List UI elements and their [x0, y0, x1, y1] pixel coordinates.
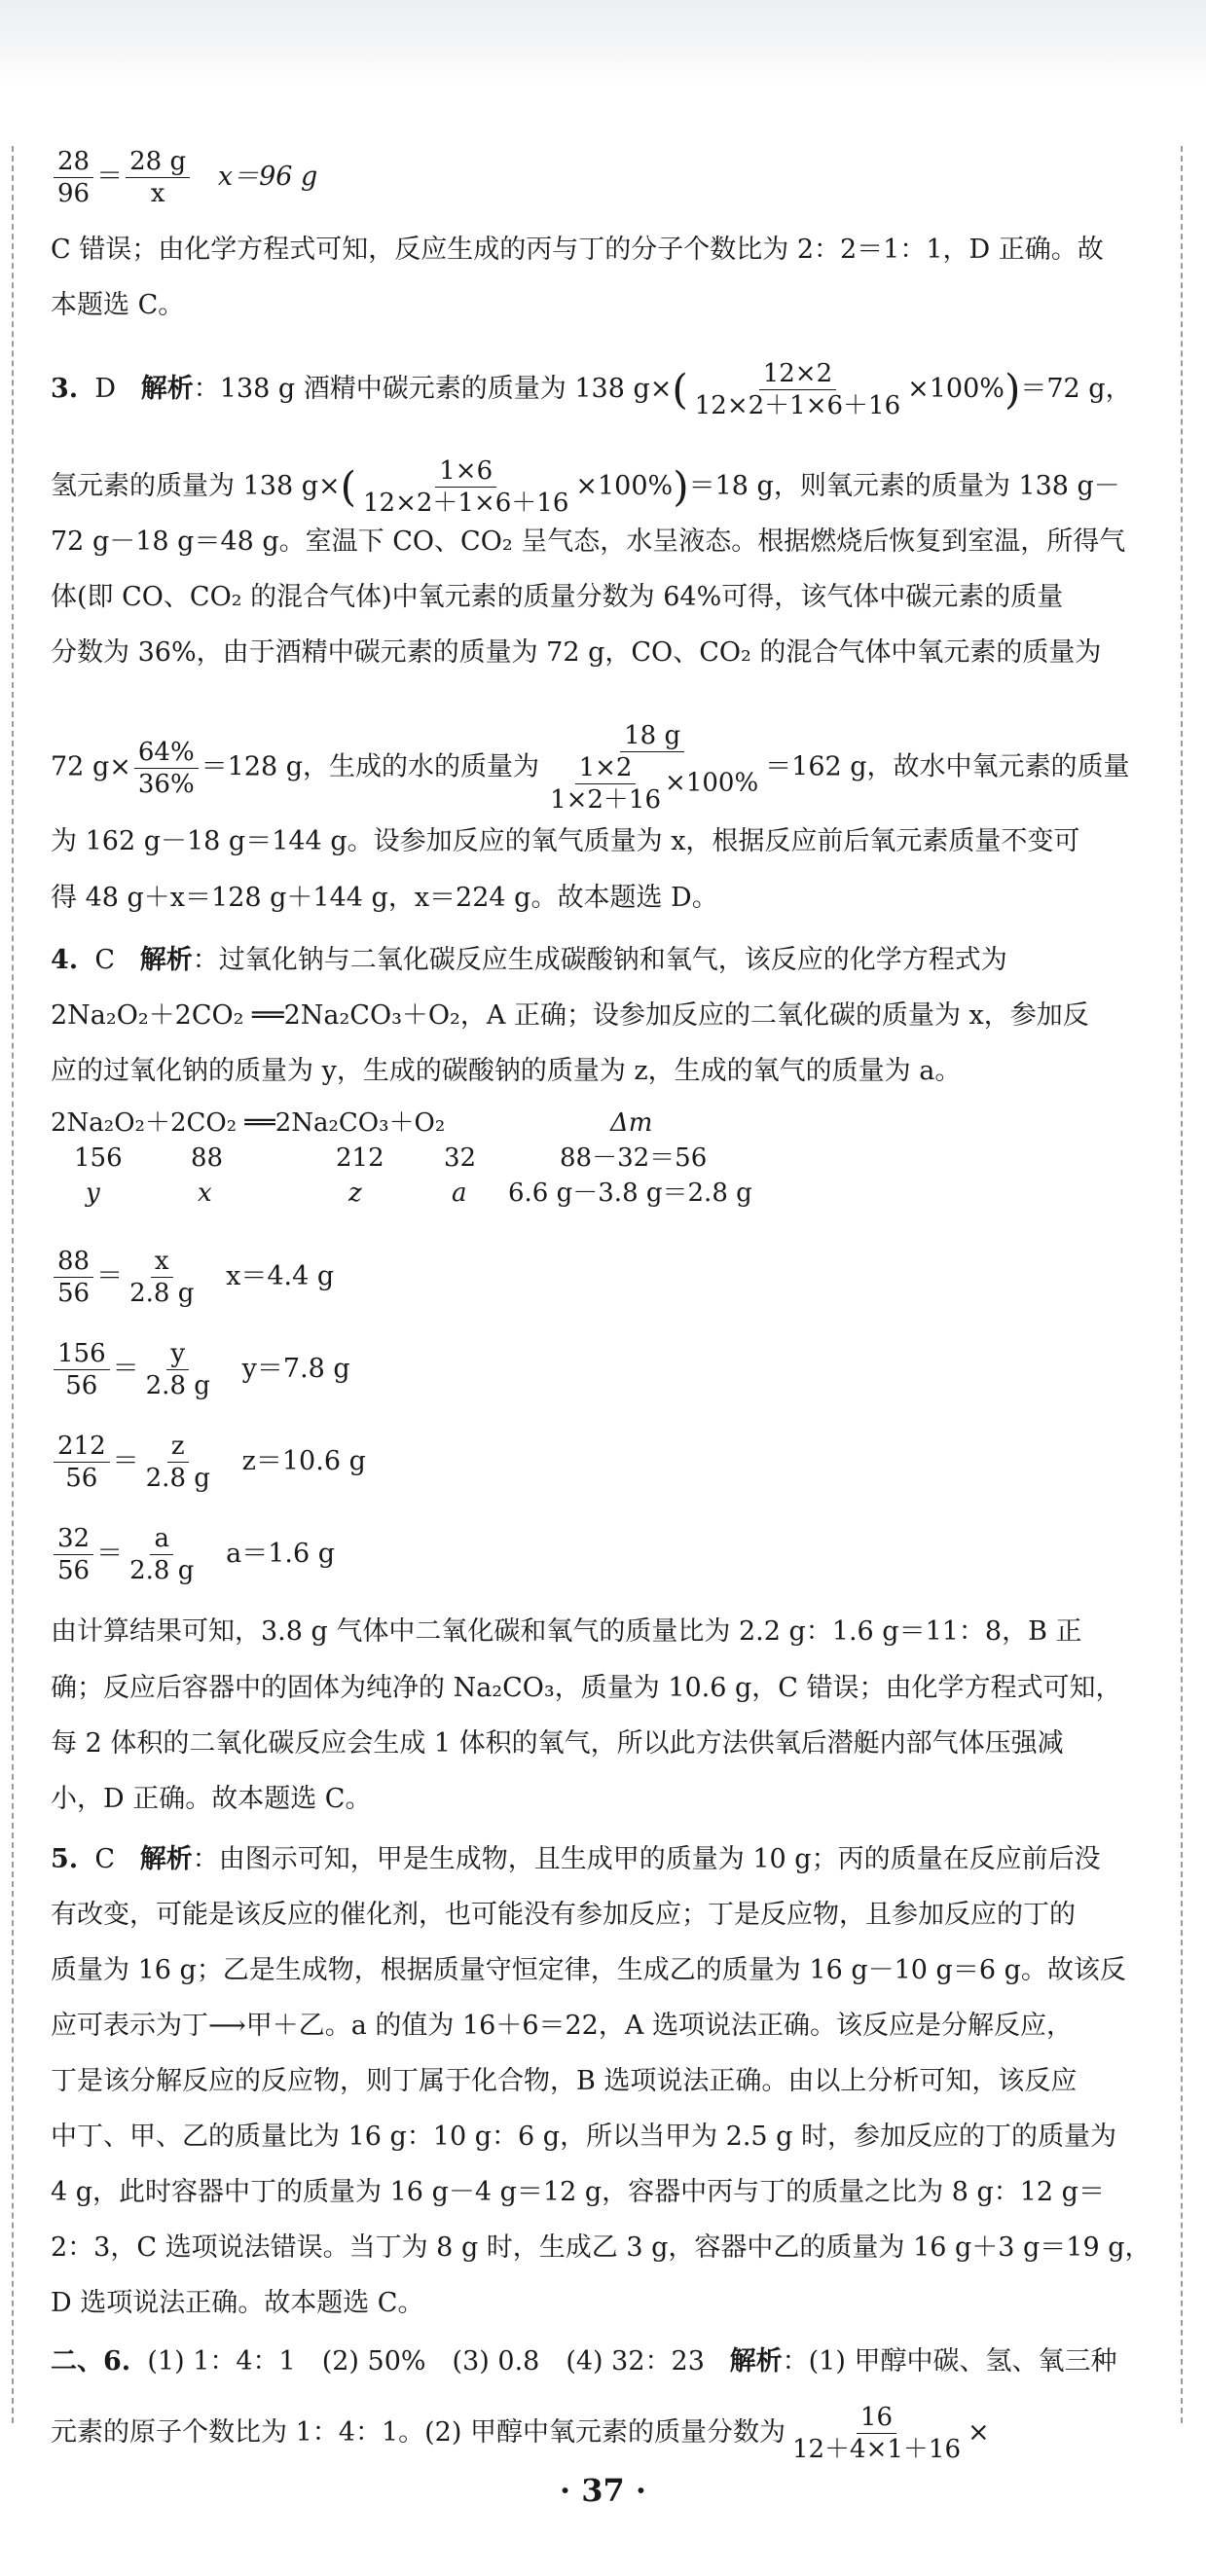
molar-mass: 32 — [444, 1143, 477, 1173]
text-line: 有改变，可能是该反应的催化剂，也可能没有参加反应；丁是反应物，且参加反应的丁的 — [51, 1900, 1076, 1930]
question-6-line-1: 二、6. (1) 1：4：1 (2) 50% (3) 0.8 (4) 32：23 解析：(1) 甲醇中碳、氢、氧三种 — [51, 2346, 1117, 2376]
variable: x — [198, 1179, 212, 1208]
ratio-equation: $\frac{212}{56}$ ＝ $\frac{z}{2.8 g}$ z＝10.6 g — [51, 1431, 366, 1494]
right-binding-line — [1181, 146, 1183, 2423]
text-line: 应的过氧化钠的质量为 y，生成的碳酸钠的质量为 z，生成的氧气的质量为 a。 — [51, 1056, 962, 1086]
page-header-shade — [0, 0, 1206, 83]
molar-mass: 212 — [336, 1143, 384, 1173]
text-line: 质量为 16 g；乙是生成物，根据质量守恒定律，生成乙的质量为 16 g－10 g＝6 g。故该反 — [51, 1955, 1126, 1985]
question-4-line-1: 4. C 解析：过氧化钠与二氧化碳反应生成碳酸钠和氧气，该反应的化学方程式为 — [51, 945, 1007, 975]
mass-difference: 6.6 g－3.8 g＝2.8 g — [508, 1179, 752, 1208]
text-line: 2Na₂O₂＋2CO₂ ══2Na₂CO₃＋O₂，A 正确；设参加反应的二氧化碳的质量为 x，参加反 — [51, 1000, 1089, 1031]
variable: z — [348, 1179, 362, 1208]
ratio-equation: $\frac{28}{96}$ ＝ $\frac{28 g}{x}$ x＝96 g — [51, 146, 317, 209]
question-3-line-2: 氢元素的质量为 138 g×( $\frac{1\times 6}{12\times 2+1\times 6+16}$ ×100%)＝18 g，则氧元素的质量为 138 g－ — [51, 456, 1120, 518]
text-line: 分数为 36%，由于酒精中碳元素的质量为 72 g，CO、CO₂ 的混合气体中氧元素的质量为 — [51, 637, 1102, 668]
chemical-equation: 2Na₂O₂＋2CO₂ ══2Na₂CO₃＋O₂ — [51, 1108, 446, 1138]
text-line: 得 48 g＋x＝128 g＋144 g，x＝224 g。故本题选 D。 — [51, 883, 718, 913]
question-3-line-1: 3. D 解析：138 g 酒精中碳元素的质量为 138 g×( $\frac{12\times 2}{12\times 2+1\times 6+16}$ ×100%)＝72 g， — [51, 359, 1132, 420]
page-number: · 37 · — [559, 2472, 647, 2509]
variable: a — [452, 1179, 467, 1208]
text-line: 确；反应后容器中的固体为纯净的 Na₂CO₃，质量为 10.6 g，C 错误；由化学方程式可知， — [51, 1673, 1122, 1703]
ratio-equation: $\frac{88}{56}$ ＝ $\frac{x}{2.8 g}$ x＝4.4 g — [51, 1246, 334, 1309]
text-line: 由计算结果可知，3.8 g 气体中二氧化碳和氧气的质量比为 2.2 g：1.6 g＝11：8，B 正 — [51, 1616, 1082, 1647]
text-line: 小，D 正确。故本题选 C。 — [51, 1784, 372, 1814]
ratio-equation: $\frac{32}{56}$ ＝ $\frac{a}{2.8 g}$ a＝1.6 g — [51, 1523, 335, 1586]
delta-m-label: Δm — [610, 1108, 653, 1138]
ratio-equation: $\frac{156}{56}$ ＝ $\frac{y}{2.8 g}$ y＝7.8 g — [51, 1338, 350, 1401]
text-line: 中丁、甲、乙的质量比为 16 g：10 g：6 g，所以当甲为 2.5 g 时，参加反应的丁的质量为 — [51, 2122, 1117, 2152]
left-binding-line — [12, 146, 14, 2423]
question-3-line-6: 72 g× $\frac{64\%}{36\%}$ ＝128 g，生成的水的质量为 18 g $\frac{1\times 2}{1\times 2+16}$ ×100% ＝162 g，故水中氧元素的质量 — [51, 721, 1130, 815]
text-line: 每 2 体积的二氧化碳反应会生成 1 体积的氧气，所以此方法供氧后潜艇内部气体压强减 — [51, 1728, 1064, 1759]
molar-mass: 156 — [74, 1143, 123, 1173]
text-line: D 选项说法正确。故本题选 C。 — [51, 2288, 424, 2318]
text-line: 丁是该分解反应的反应物，则丁属于化合物，B 选项说法正确。由以上分析可知，该反应 — [51, 2066, 1078, 2096]
text-line: 本题选 C。 — [51, 290, 185, 320]
text-line: 4 g，此时容器中丁的质量为 16 g－4 g＝12 g，容器中丙与丁的质量之比为 8 g：12 g＝ — [51, 2177, 1105, 2207]
molar-mass: 88－32＝56 — [560, 1143, 708, 1173]
text-line: 为 162 g－18 g＝144 g。设参加反应的氧气质量为 x，根据反应前后氧元素质量不变可 — [51, 826, 1080, 856]
text-line: 72 g－18 g＝48 g。室温下 CO、CO₂ 呈气态，水呈液态。根据燃烧后恢复到室温，所得气 — [51, 526, 1126, 557]
text-line: 体(即 CO、CO₂ 的混合气体)中氧元素的质量分数为 64%可得，该气体中碳元素的质量 — [51, 582, 1064, 612]
text-line: C 错误；由化学方程式可知，反应生成的丙与丁的分子个数比为 2：2＝1：1，D 正确。故 — [51, 235, 1104, 265]
variable: y — [86, 1179, 100, 1208]
molar-mass: 88 — [191, 1143, 224, 1173]
text-line: 应可表示为丁⟶甲＋乙。a 的值为 16＋6＝22，A 选项说法正确。该反应是分解反应， — [51, 2011, 1073, 2041]
text-line: 2：3，C 选项说法错误。当丁为 8 g 时，生成乙 3 g，容器中乙的质量为 16 g＋3 g＝19 g， — [51, 2232, 1151, 2263]
question-6-line-2: 元素的原子个数比为 1：4：1。(2) 甲醇中氧元素的质量分数为 $\frac{16}{12+4\times 1+16}$ × — [51, 2403, 990, 2464]
question-5-line-1: 5. C 解析：由图示可知，甲是生成物，且生成甲的质量为 10 g；丙的质量在反应前后没 — [51, 1844, 1101, 1874]
